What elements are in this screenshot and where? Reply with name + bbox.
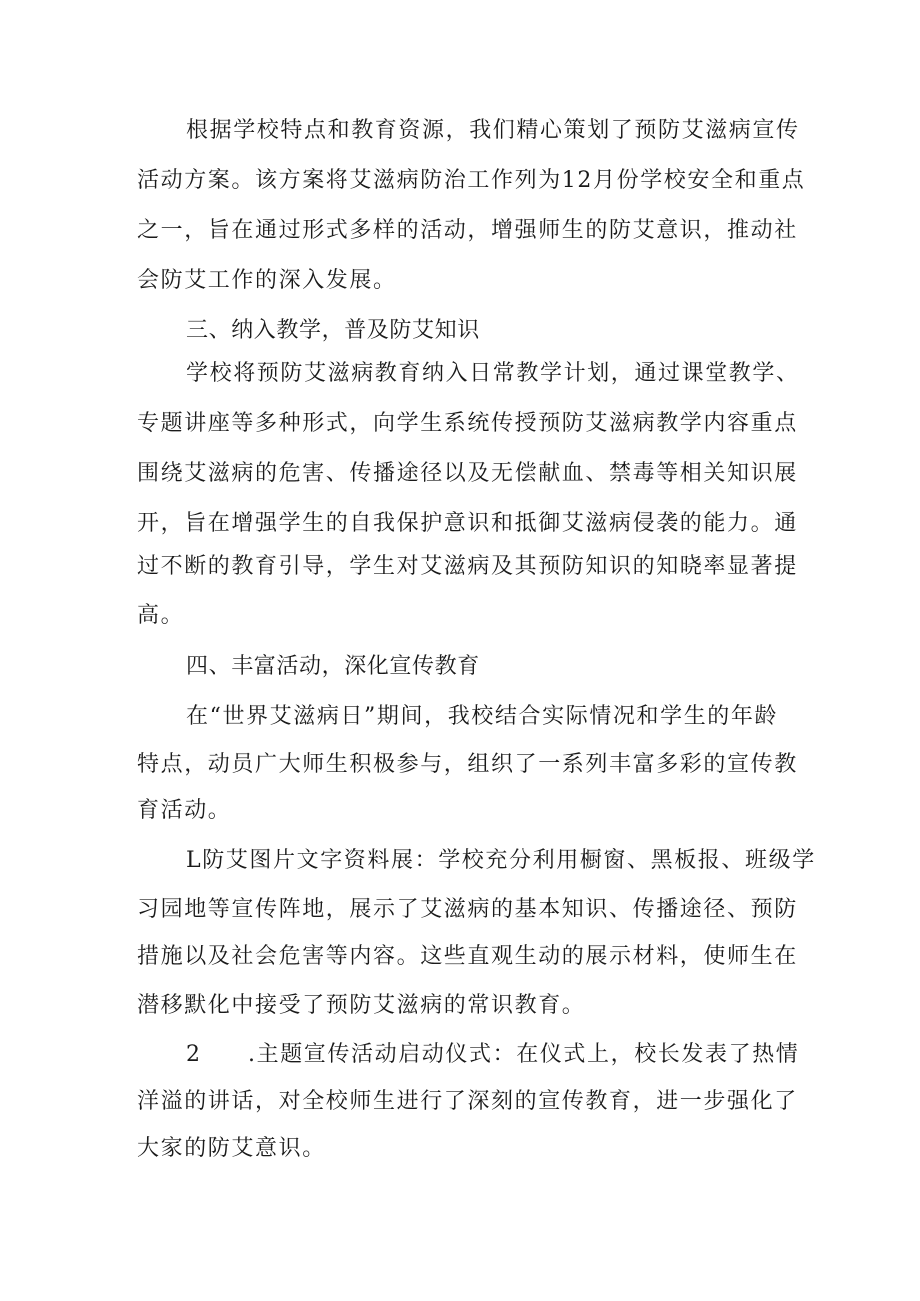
list-item-number: 2 [186,1042,202,1067]
paragraph-line: 活动方案。该方案将艾滋病防治工作列为12月份学校安全和重点 [137,168,806,193]
paragraph-line: 过不断的教育引导，学生对艾滋病及其预防知识的知晓率显著提 [137,554,798,579]
paragraph-line: 开，旨在增强学生的自我保护意识和抵御艾滋病侵袭的能力。通 [137,511,798,536]
paragraph-line: 根据学校特点和教育资源，我们精心策划了预防艾滋病宣传 [186,118,800,143]
paragraph-line: 之一，旨在通过形式多样的活动，增强师生的防艾意识，推动社 [137,218,798,243]
list-item-line: L防艾图片文字资料展：学校充分利用橱窗、黑板报、班级学 [186,848,816,873]
list-item-line: .主题宣传活动启动仪式：在仪式上，校长发表了热情 [248,1042,800,1067]
paragraph-line: 会防艾工作的深入发展。 [137,268,397,293]
list-item-line: 大家的防艾意识。 [137,1136,326,1161]
paragraph-line: 围绕艾滋病的危害、传播途径以及无偿献血、禁毒等相关知识展 [137,461,798,486]
paragraph-line: 育活动。 [137,798,232,823]
paragraph-line: 在“世界艾滋病日”期间，我校结合实际情况和学生的年龄 [186,704,779,729]
paragraph-line: 专题讲座等多种形式，向学生系统传授预防艾滋病教学内容重点 [137,411,798,436]
list-item-line: 措施以及社会危害等内容。这些直观生动的展示材料，使师生在 [137,944,798,969]
paragraph-line: 特点，动员广大师生积极参与，组织了一系列丰富多彩的宣传教 [137,752,798,777]
paragraph-line: 高。 [137,603,185,628]
list-item-line: 洋溢的讲话，对全校师生进行了深刻的宣传教育，进一步强化了 [137,1089,798,1114]
list-item-line: 习园地等宣传阵地，展示了艾滋病的基本知识、传播途径、预防 [137,897,798,922]
list-item-line: 潜移默化中接受了预防艾滋病的常识教育。 [137,993,586,1018]
section-heading-3: 三、纳入教学，普及防艾知识 [186,318,480,343]
section-heading-4: 四、丰富活动，深化宣传教育 [186,654,480,679]
paragraph-line: 学校将预防艾滋病教育纳入日常教学计划，通过课堂教学、 [186,361,800,386]
